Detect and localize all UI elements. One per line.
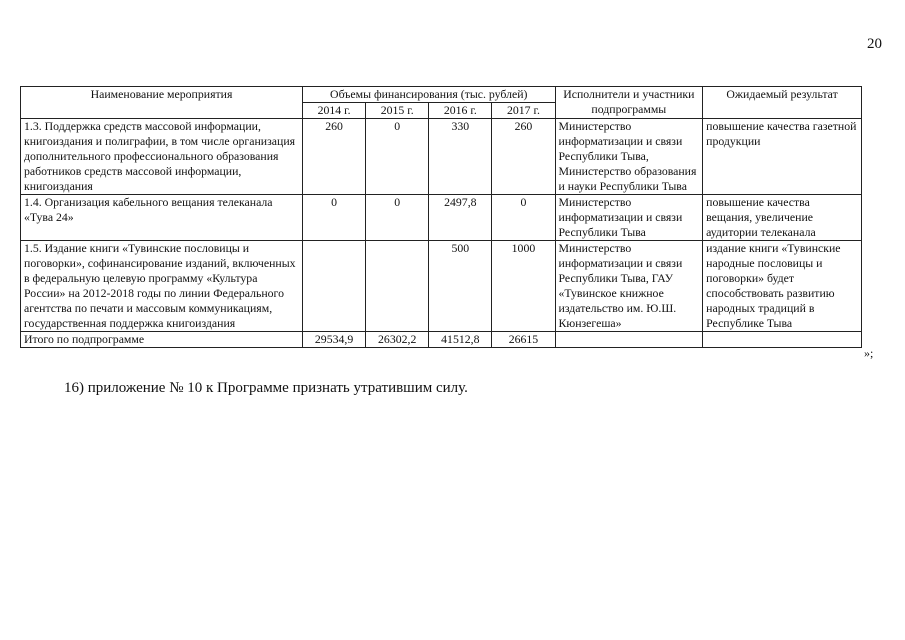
header-row (21, 87, 862, 103)
row-result: издание книги «Тувинские народные пословицы и поговорки» будет способствовать развитию народных традиций в Республике Тыва (703, 241, 862, 332)
table-row (21, 241, 862, 332)
row-name: 1.3. Поддержка средств массовой информации, книгоиздания и полиграфии, в том числе организация дополнительного профессионального образования работников средств массовой информации, книгоиздания (21, 119, 303, 195)
row-2014: 260 (303, 119, 366, 195)
row-2017: 260 (492, 119, 555, 195)
row-name: 1.5. Издание книги «Тувинские пословицы и поговорки», софинансирование изданий, включенных в федеральную целевую программу «Культура России» на 2012-2018 годы по линии Федерального агентства по печати и массовым коммуникациям, государственная поддержка книгоиздания (21, 241, 303, 332)
header-name: Наименование мероприятия (21, 87, 303, 119)
row-name: 1.4. Организация кабельного вещания телеканала «Тува 24» (21, 195, 303, 241)
total-row (21, 332, 862, 348)
total-2014: 29534,9 (303, 332, 366, 348)
header-year-2014: 2014 г. (303, 103, 366, 119)
total-2017: 26615 (492, 332, 555, 348)
header-funding: Объемы финансирования (тыс. рублей) (303, 87, 556, 103)
row-2016: 500 (429, 241, 492, 332)
total-2016: 41512,8 (429, 332, 492, 348)
table-row (21, 195, 862, 241)
header-year-2017: 2017 г. (492, 103, 555, 119)
page-number: 20 (867, 36, 882, 52)
row-2017: 0 (492, 195, 555, 241)
total-executors (555, 332, 703, 348)
row-2014 (303, 241, 366, 332)
header-result: Ожидаемый результат (703, 87, 862, 119)
row-2015: 0 (366, 195, 429, 241)
row-2014: 0 (303, 195, 366, 241)
header-executors: Исполнители и участники подпрограммы (555, 87, 703, 119)
row-result: повышение качества вещания, увеличение аудитории телеканала (703, 195, 862, 241)
total-label: Итого по подпрограмме (21, 332, 303, 348)
total-result (703, 332, 862, 348)
closing-quote-mark: »; (864, 346, 874, 360)
row-executors: Министерство информатизации и связи Республики Тыва (555, 195, 703, 241)
row-executors: Министерство информатизации и связи Республики Тыва, Министерство образования и науки Республики Тыва (555, 119, 703, 195)
row-result: повышение качества газетной продукции (703, 119, 862, 195)
row-2015 (366, 241, 429, 332)
row-executors: Министерство информатизации и связи Республики Тыва, ГАУ «Тувинское книжное издательство им. Ю.Ш. Кюнзегеша» (555, 241, 703, 332)
table-row (21, 119, 862, 195)
row-2016: 2497,8 (429, 195, 492, 241)
row-2017: 1000 (492, 241, 555, 332)
amendment-text: 16) приложение № 10 к Программе признать утратившим силу. (64, 380, 468, 396)
header-year-2016: 2016 г. (429, 103, 492, 119)
budget-table (20, 86, 862, 348)
total-2015: 26302,2 (366, 332, 429, 348)
row-2015: 0 (366, 119, 429, 195)
header-year-2015: 2015 г. (366, 103, 429, 119)
row-2016: 330 (429, 119, 492, 195)
